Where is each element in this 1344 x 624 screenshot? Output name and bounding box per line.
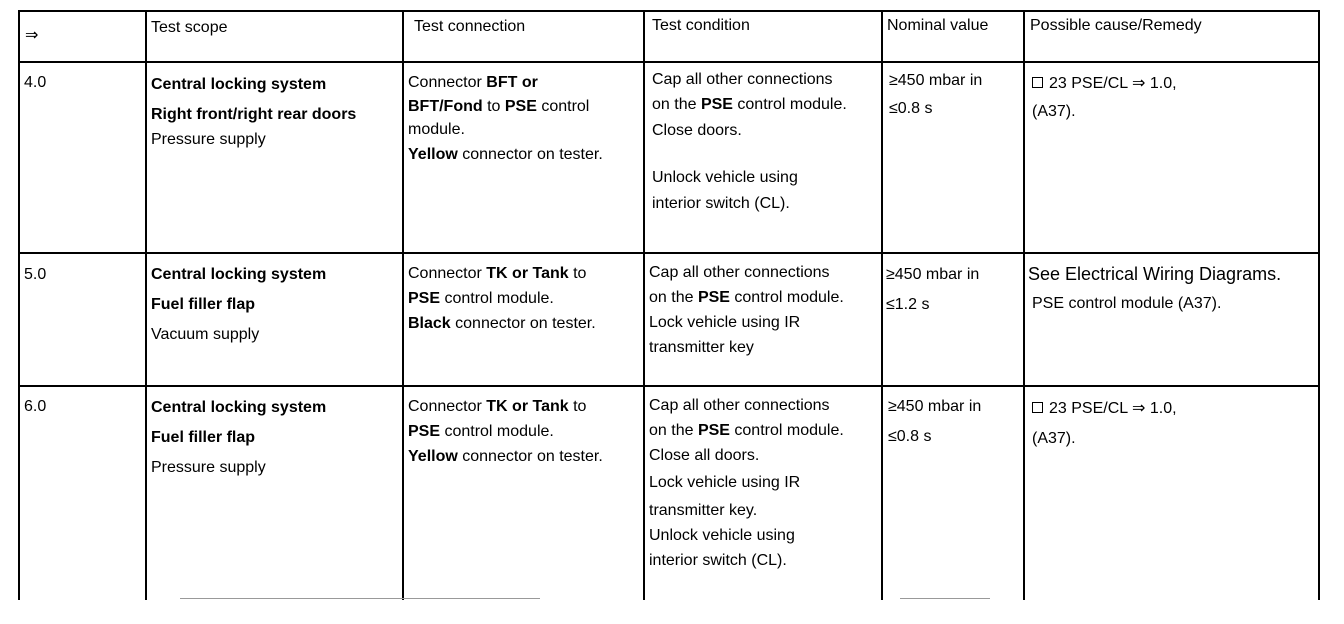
nominal-value	[886, 260, 979, 320]
conn-text: control module.	[440, 423, 554, 440]
remedy-text: PSE control module (A37).	[1032, 295, 1222, 312]
row-divider	[18, 252, 1320, 254]
remedy-text: 23 PSE/CL ⇒ 1.0,	[1049, 400, 1177, 417]
scan-artifact	[900, 598, 990, 599]
scan-artifact	[180, 598, 540, 599]
scope-title: Central locking system	[151, 76, 327, 93]
row-divider	[18, 385, 1320, 387]
document-reference-icon	[1032, 77, 1043, 88]
conn-text: control module.	[440, 290, 554, 307]
conn-text: Connector	[408, 398, 487, 415]
test-condition	[652, 67, 847, 215]
header-possible-cause: Possible cause/Remedy	[1030, 17, 1202, 34]
test-connection	[408, 261, 596, 336]
step-number: 6.0	[24, 398, 47, 415]
step-number: 5.0	[24, 266, 47, 283]
column-divider	[18, 10, 20, 600]
conn-bold: PSE	[504, 98, 537, 115]
conn-bold: BFT/Fond	[408, 98, 483, 115]
test-connection	[408, 394, 603, 469]
conn-text: Connector	[408, 265, 487, 282]
nominal-time: ≤0.8 s	[888, 428, 932, 445]
conn-text: to	[482, 98, 505, 115]
cond-bold: PSE	[697, 289, 730, 306]
conn-bold: TK or Tank	[486, 398, 569, 415]
cond-text: control module.	[729, 422, 844, 439]
cond-text: Close doors.	[652, 122, 742, 139]
scope-supply: Pressure supply	[151, 459, 266, 476]
test-scope	[151, 260, 326, 350]
cond-text: Lock vehicle using IR	[649, 474, 801, 491]
cond-bold: PSE	[700, 96, 733, 113]
conn-text: Connector	[408, 74, 487, 91]
conn-bold: Yellow	[408, 146, 458, 163]
conn-text: connector on tester.	[457, 146, 603, 163]
conn-bold: TK or Tank	[486, 265, 569, 282]
cond-text: transmitter key.	[649, 502, 758, 519]
header-test-condition: Test condition	[652, 17, 750, 34]
cond-text: interior switch (CL).	[649, 552, 787, 569]
cond-text: control module.	[732, 96, 847, 113]
test-condition	[649, 260, 844, 360]
nominal-time: ≤0.8 s	[889, 100, 933, 117]
cond-text: transmitter key	[649, 339, 754, 356]
conn-bold: PSE	[408, 423, 441, 440]
scope-subtitle: Fuel filler flap	[151, 429, 256, 446]
conn-bold: PSE	[408, 290, 441, 307]
column-divider	[1023, 10, 1025, 600]
cond-text: Close all doors.	[649, 447, 760, 464]
header-test-connection: Test connection	[414, 18, 526, 35]
column-divider	[1318, 10, 1320, 600]
column-divider	[643, 10, 645, 600]
scope-title: Central locking system	[151, 399, 327, 416]
conn-bold: Black	[408, 315, 451, 332]
nominal-pressure: ≥450 mbar in	[886, 266, 980, 283]
header-nominal-value: Nominal value	[887, 17, 989, 34]
document-reference-icon	[1032, 402, 1043, 413]
remedy-text: (A37).	[1032, 430, 1076, 447]
cond-text: Cap all other connections	[649, 264, 830, 281]
scope-supply: Pressure supply	[151, 131, 266, 148]
nominal-time: ≤1.2 s	[886, 296, 930, 313]
scope-subtitle: Right front/right rear doors	[151, 106, 357, 123]
cond-text: on the	[652, 96, 701, 113]
conn-bold: Yellow	[408, 448, 458, 465]
conn-bold: BFT or	[486, 74, 538, 91]
scope-title: Central locking system	[151, 266, 327, 283]
cond-text: interior switch (CL).	[652, 195, 790, 212]
cond-text: Unlock vehicle using	[649, 527, 795, 544]
test-connection	[408, 70, 603, 168]
cond-text: Cap all other connections	[652, 71, 833, 88]
conn-text: connector on tester.	[457, 448, 603, 465]
test-condition	[649, 393, 844, 573]
nominal-pressure: ≥450 mbar in	[888, 398, 982, 415]
column-divider	[402, 10, 404, 600]
header-test-scope: Test scope	[151, 19, 228, 36]
remedy-text: See Electrical Wiring Diagrams.	[1028, 264, 1282, 284]
cond-text: Cap all other connections	[649, 397, 830, 414]
header-arrow: ⇒	[25, 27, 39, 44]
scope-supply: Vacuum supply	[151, 326, 260, 343]
conn-text: control	[536, 98, 590, 115]
scope-subtitle: Fuel filler flap	[151, 296, 256, 313]
nominal-value	[889, 67, 982, 123]
cond-text: control module.	[729, 289, 844, 306]
possible-cause	[1032, 70, 1177, 126]
remedy-text: 23 PSE/CL ⇒ 1.0,	[1049, 75, 1177, 92]
conn-text: module.	[408, 121, 465, 138]
conn-text: connector on tester.	[450, 315, 596, 332]
test-scope	[151, 70, 356, 150]
conn-text: to	[568, 265, 587, 282]
step-number: 4.0	[24, 74, 47, 91]
nominal-pressure: ≥450 mbar in	[889, 72, 983, 89]
cond-text: Lock vehicle using IR	[649, 314, 801, 331]
test-scope	[151, 393, 326, 483]
remedy-text: (A37).	[1032, 103, 1076, 120]
table-top-border	[18, 10, 1320, 12]
cond-text: on the	[649, 422, 698, 439]
possible-cause	[1032, 394, 1177, 454]
cond-text: Unlock vehicle using	[652, 169, 798, 186]
possible-cause	[1028, 259, 1281, 319]
cond-bold: PSE	[697, 422, 730, 439]
column-divider	[881, 10, 883, 600]
header-bottom-border	[18, 61, 1320, 63]
cond-text: on the	[649, 289, 698, 306]
conn-text: to	[568, 398, 587, 415]
nominal-value	[888, 392, 981, 452]
column-divider	[145, 10, 147, 600]
